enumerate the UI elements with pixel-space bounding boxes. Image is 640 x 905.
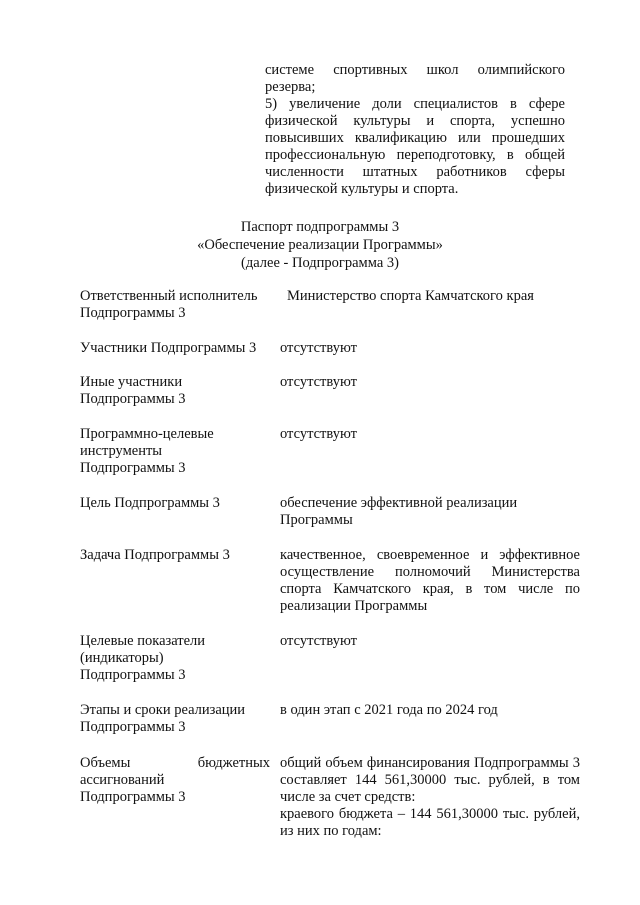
label-word: Объемы (80, 755, 131, 771)
label-line: Иные участники (80, 374, 183, 390)
value-line: общий объем финансирования Подпрограммы 3 составляет 144 561,30000 тыс. рублей, в том числе за счет средств: (280, 755, 580, 805)
label-line: (индикаторы) (80, 650, 164, 666)
passport-title-line-1: Паспорт подпрограммы 3 (240, 219, 400, 235)
value-line: Министерство спорта Камчатского края (287, 288, 534, 304)
passport-title (0, 218, 640, 272)
row-label (80, 340, 270, 357)
intro-paragraph-1: системе спортивных школ олимпийского резерва; (265, 62, 565, 95)
row-label (80, 547, 270, 564)
row-value (280, 702, 640, 719)
label-line-spread (80, 755, 270, 772)
row-value (280, 374, 640, 391)
label-line: инструменты (80, 443, 163, 459)
label-word: бюджетных (197, 755, 270, 771)
row-value (280, 547, 580, 615)
row-value (280, 495, 640, 529)
label-line: Программно-целевые (80, 426, 214, 442)
row-label (80, 633, 270, 684)
value-line: отсутствуют (280, 426, 357, 442)
value-line: обеспечение эффективной реализации (280, 495, 518, 511)
value-line: краевого бюджета – 144 561,30000 тыс. рублей, из них по годам: (280, 806, 580, 839)
value-line: в один этап с 2021 года по 2024 год (280, 702, 498, 718)
label-line: Подпрограммы 3 (80, 667, 186, 683)
row-value (287, 288, 640, 305)
row-value (280, 755, 580, 840)
label-line: Подпрограммы 3 (80, 789, 186, 805)
passport-title-line-3: (далее - Подпрограмма 3) (241, 255, 399, 271)
label-line: Задача Подпрограммы 3 (80, 547, 230, 563)
row-label (80, 426, 270, 477)
row-label (80, 374, 270, 408)
intro-text-block (265, 62, 565, 198)
row-value (280, 633, 640, 650)
value-line: Программы (280, 512, 353, 528)
value-line: отсутствуют (280, 340, 357, 356)
row-label (80, 288, 270, 322)
row-value (280, 426, 640, 443)
intro-paragraph-2: 5) увеличение доли специалистов в сфере физической культуры и спорта, успешно повысивших квалификацию или прошедших профессиональную переподготовку, в общей численности штатных работников сферы физической культуры и спорта. (265, 96, 565, 197)
value-line: отсутствуют (280, 374, 357, 390)
row-label (80, 702, 270, 736)
row-label (80, 495, 270, 512)
label-line: Ответственный исполнитель (80, 288, 258, 304)
label-line: Целевые показатели (80, 633, 206, 649)
value-line: качественное, своевременное и эффективное осуществление полномочий Министерства спорта Камчатского края, в том числе по реализации Программы (280, 547, 580, 614)
label-line: Участники Подпрограммы 3 (80, 340, 257, 356)
label-line: Цель Подпрограммы 3 (80, 495, 220, 511)
value-line: отсутствуют (280, 633, 357, 649)
label-line: Подпрограммы 3 (80, 460, 186, 476)
label-line: Подпрограммы 3 (80, 719, 186, 735)
row-label (80, 755, 270, 806)
passport-title-line-2: «Обеспечение реализации Программы» (197, 237, 443, 253)
label-line: Этапы и сроки реализации (80, 702, 246, 718)
label-line: Подпрограммы 3 (80, 391, 186, 407)
label-line: ассигнований (80, 772, 165, 788)
row-value (280, 340, 640, 357)
label-line: Подпрограммы 3 (80, 305, 186, 321)
